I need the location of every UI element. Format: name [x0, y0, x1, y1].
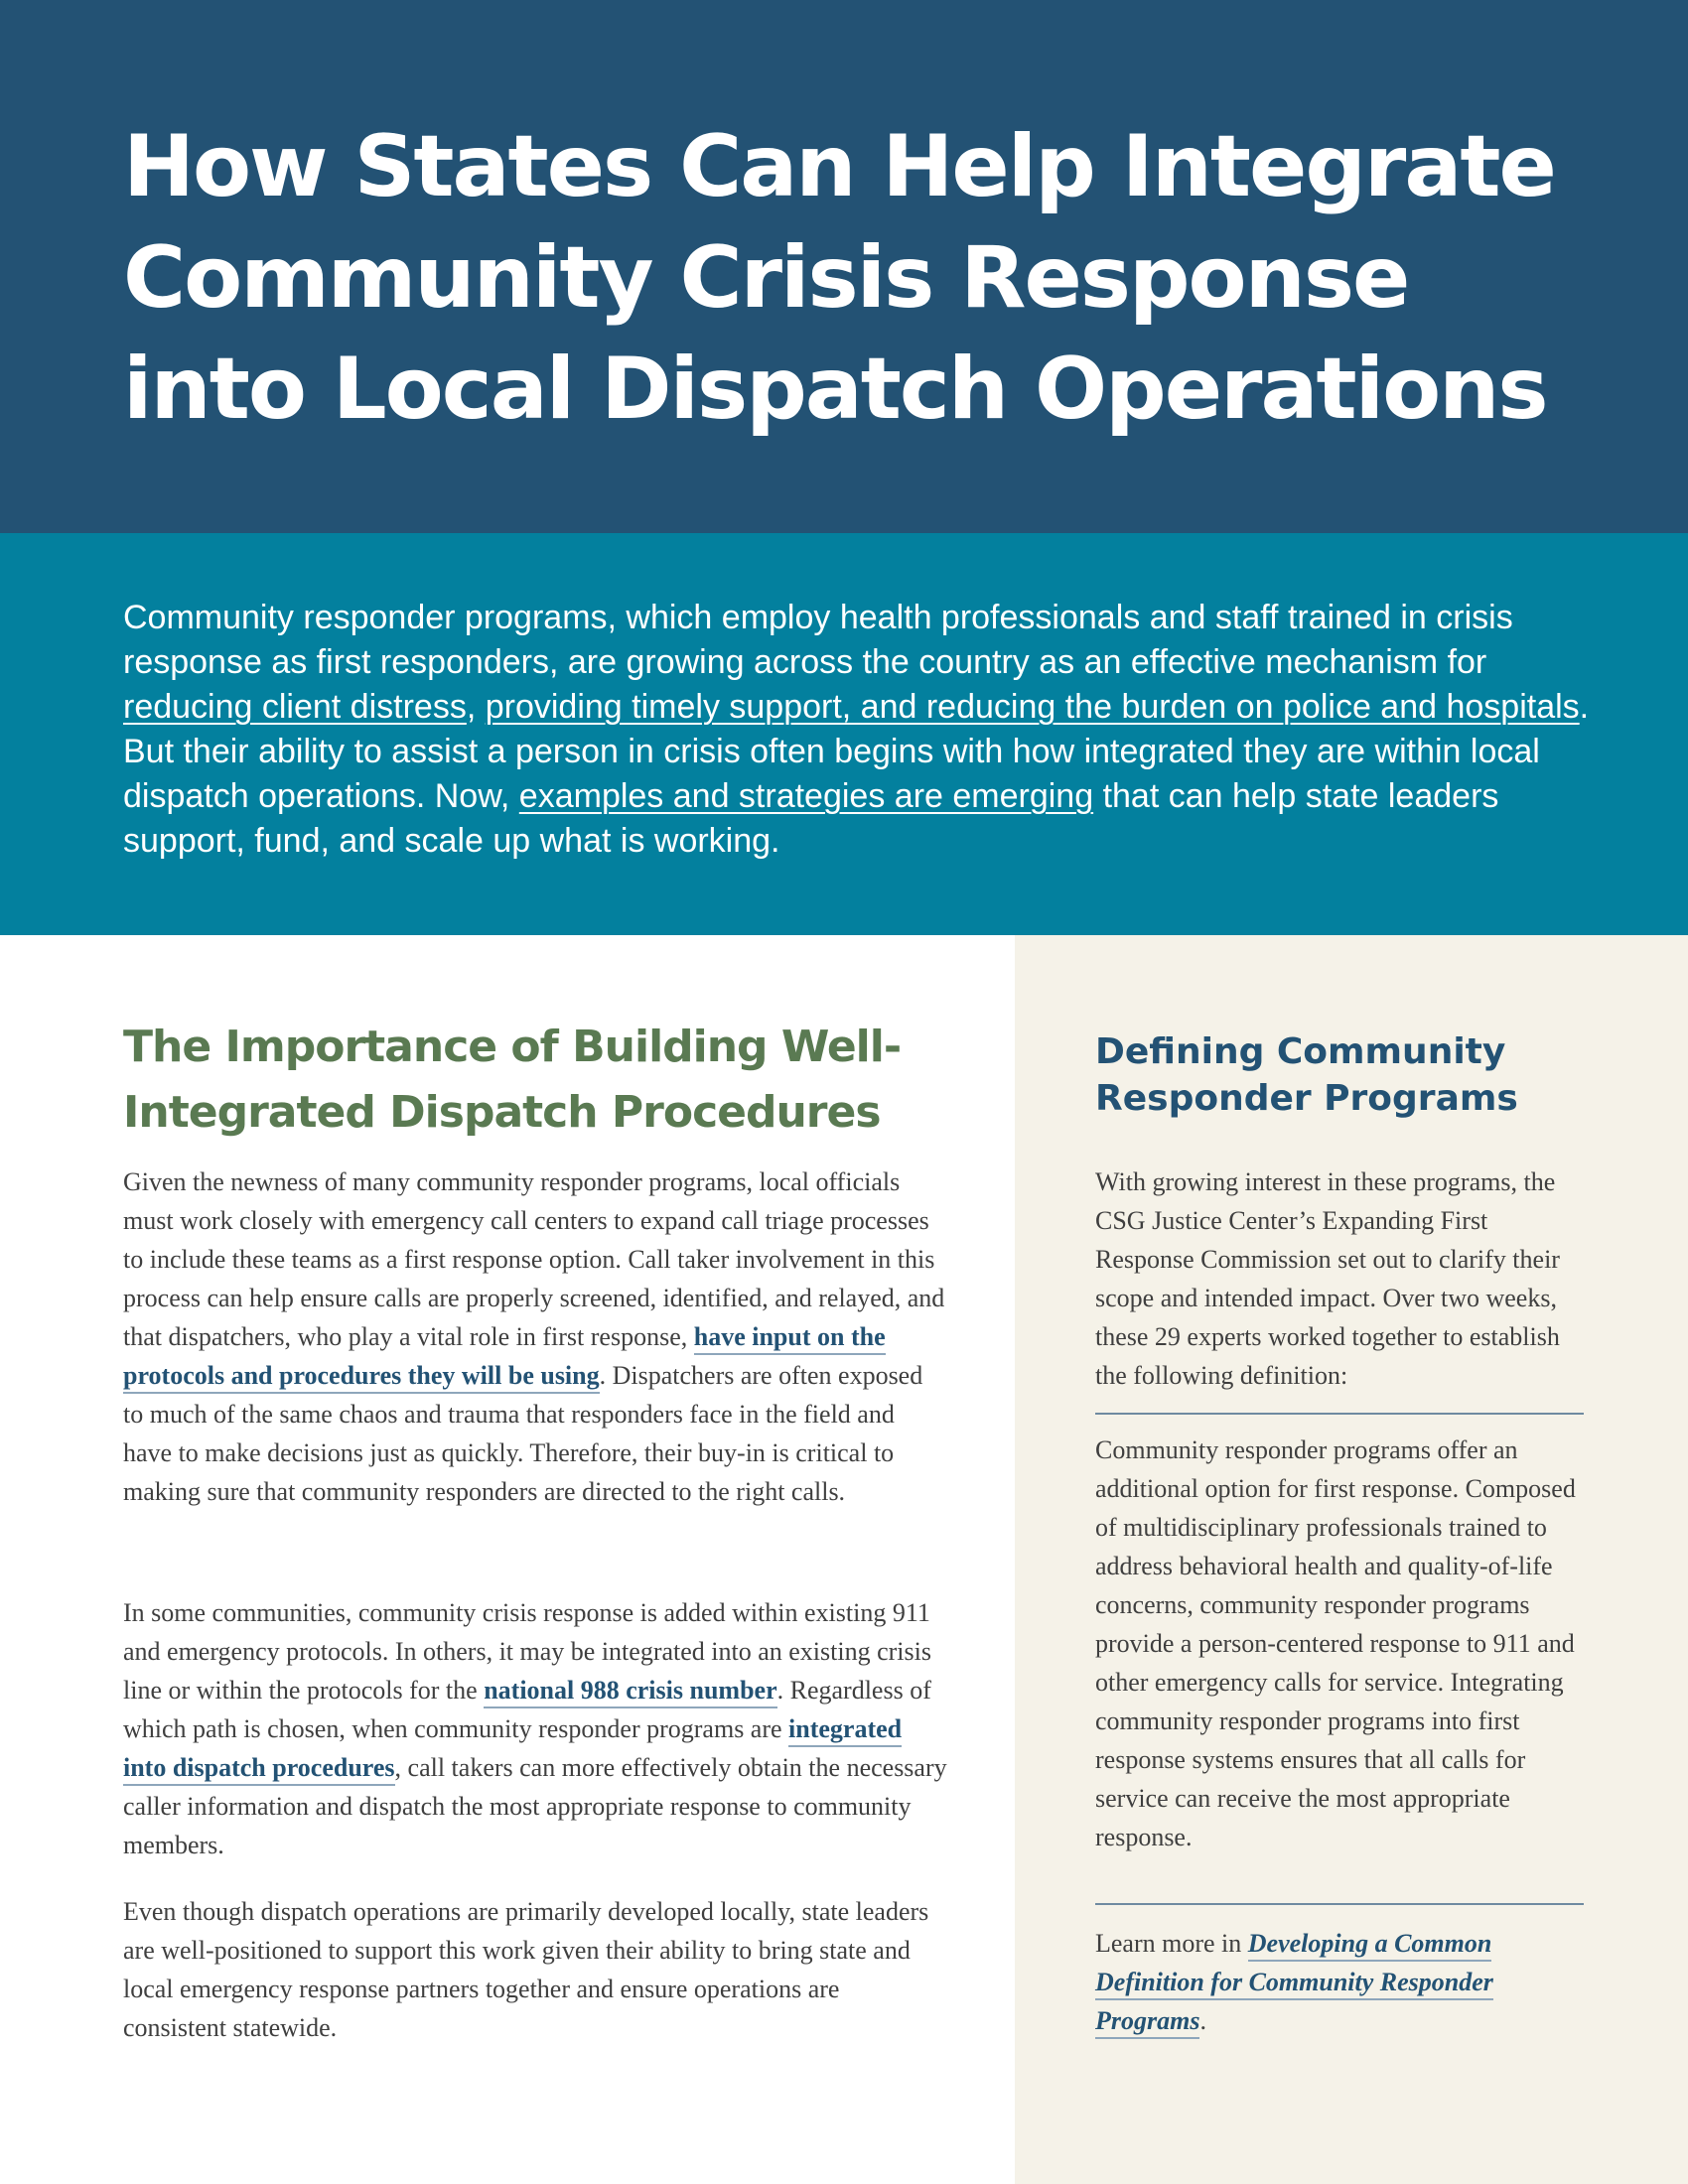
heading-line: Responder Programs — [1095, 1078, 1518, 1119]
sidebar-intro: With growing interest in these programs, the CSG Justice Center’s Expanding First Response Commission set out to clarify their scope and intended impact. Over two weeks, these 29 experts worked together to establish the following definition: — [1095, 1167, 1560, 1390]
common-definition-link[interactable]: Developing a Common Definition for Community Responder Programs — [1095, 1929, 1493, 2039]
divider — [1095, 1413, 1584, 1415]
paragraph-text: . Regardless of which path is chosen, when community responder programs are — [123, 1676, 931, 1743]
national-988-link[interactable]: national 988 crisis number — [484, 1676, 776, 1708]
intro-paragraph — [123, 596, 1593, 864]
learn-more-suffix: . — [1199, 2006, 1206, 2035]
intro-text: Community responder programs, which employ health professionals and staff trained in crisis response as first responders, are growing across the country as an effective mechanism for — [123, 599, 1513, 681]
heading-line: Integrated Dispatch Procedures — [123, 1087, 881, 1138]
main-paragraph-2 — [123, 1593, 947, 1864]
examples-strategies-link[interactable]: examples and strategies are emerging — [518, 777, 1094, 815]
title-line: into Local Dispatch Operations — [123, 340, 1547, 439]
timely-support-link[interactable]: providing timely support, and reducing the burden on police and hospitals — [485, 688, 1580, 726]
reducing-client-distress-link[interactable]: reducing client distress — [123, 688, 467, 726]
paragraph-text: . Dispatchers are often exposed to much of the same chaos and trauma that responders face in the field and have to make decisions just as quickly. Therefore, their buy-in is critical to making sure that community responders are directed to the right calls. — [123, 1361, 923, 1506]
divider — [1095, 1903, 1584, 1905]
title-line: How States Can Help Integrate — [123, 117, 1555, 216]
section-heading — [123, 1015, 947, 1146]
main-paragraph-3: Even though dispatch operations are primarily developed locally, state leaders are well-positioned to support this work given their ability to bring state and local emergency response partners together and ensure operations are consistent statewide. — [123, 1897, 929, 2042]
main-paragraph-1 — [123, 1162, 947, 1511]
heading-line: Defining Community — [1095, 1031, 1506, 1072]
intro-text: that can help state leaders support, fund, and scale up what is working. — [123, 777, 1499, 860]
title-line: Community Crisis Response — [123, 228, 1409, 328]
dispatch-procedures-link[interactable]: integrated into dispatch procedures — [123, 1714, 902, 1786]
paragraph-text: In some communities, community crisis response is added within existing 911 and emergency protocols. In others, it may be integrated into an existing crisis line or within the protocols for the — [123, 1598, 931, 1705]
page-title — [123, 111, 1613, 445]
intro-text: . But their ability to assist a person in crisis often begins with how integrated they are within local dispatch operations. Now, — [123, 688, 1590, 815]
sidebar-definition: Community responder programs offer an additional option for first response. Composed of multidisciplinary professionals trained to address behavioral health and quality-of-life concerns, community responder programs provide a person-centered response to 911 and other emergency calls for service. Integrating community responder programs into first response systems ensures that all calls for service can receive the most appropriate response. — [1095, 1435, 1576, 1851]
learn-more-prefix: Learn more in — [1095, 1929, 1248, 1958]
protocols-procedures-link[interactable]: have input on the protocols and procedures they will be using — [123, 1322, 886, 1394]
paragraph-text: Given the newness of many community responder programs, local officials must work closely with emergency call centers to expand call triage processes to include these teams as a first response option. Call taker involvement in this process can help ensure calls are properly screened, identified, and relayed, and that dispatchers, who play a vital role in first response, — [123, 1167, 945, 1351]
learn-more — [1095, 1924, 1584, 2040]
paragraph-text: , call takers can more effectively obtain the necessary caller information and dispatch the most appropriate response to community members. — [123, 1753, 947, 1859]
heading-line: The Importance of Building Well- — [123, 1022, 902, 1072]
intro-text: , — [466, 688, 486, 726]
sidebar-heading — [1095, 1028, 1584, 1122]
